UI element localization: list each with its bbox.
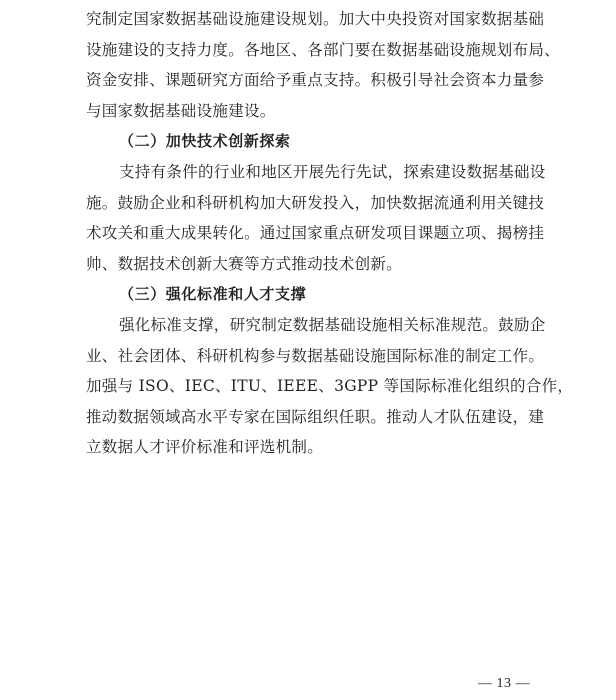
- section-heading: （二）加快技术创新探索: [119, 132, 291, 151]
- paragraph-line: 强化标准支撑，研究制定数据基础设施相关标准规范。鼓励企: [119, 315, 546, 334]
- paragraph-line: 支持有条件的行业和地区开展先行先试，探索建设数据基础设: [119, 162, 546, 181]
- paragraph-line: 立数据人才评价标准和评选机制。: [86, 438, 324, 457]
- paragraph-line: 业、社会团体、科研机构参与数据基础设施国际标准的制定工作。: [86, 346, 545, 365]
- paragraph-line: 推动数据领域高水平专家在国际组织任职。推动人才队伍建设，建: [86, 407, 545, 426]
- paragraph-line: 与国家数据基础设施建设。: [86, 101, 276, 120]
- paragraph-line: 术攻关和重大成果转化。通过国家重点研发项目课题立项、揭榜挂: [86, 224, 545, 243]
- page-number: — 13 —: [478, 676, 530, 691]
- paragraph-line: 设施建设的支持力度。各地区、各部门要在数据基础设施规划布局、: [86, 40, 561, 59]
- paragraph-line: 资金安排、课题研究方面给予重点支持。积极引导社会资本力量参: [86, 71, 545, 90]
- document-body: [86, 4, 574, 463]
- paragraph-line: 帅、数据技术创新大赛等方式推动技术创新。: [86, 254, 403, 273]
- paragraph-line: 加强与 ISO、IEC、ITU、IEEE、3GPP 等国际标准化组织的合作，: [86, 377, 574, 396]
- paragraph-line: 施。鼓励企业和科研机构加大研发投入，加快数据流通利用关键技: [86, 193, 545, 212]
- paragraph-line: 究制定国家数据基础设施建设规划。加大中央投资对国家数据基础: [86, 10, 545, 28]
- section-heading: （三）强化标准和人才支撑: [119, 285, 307, 304]
